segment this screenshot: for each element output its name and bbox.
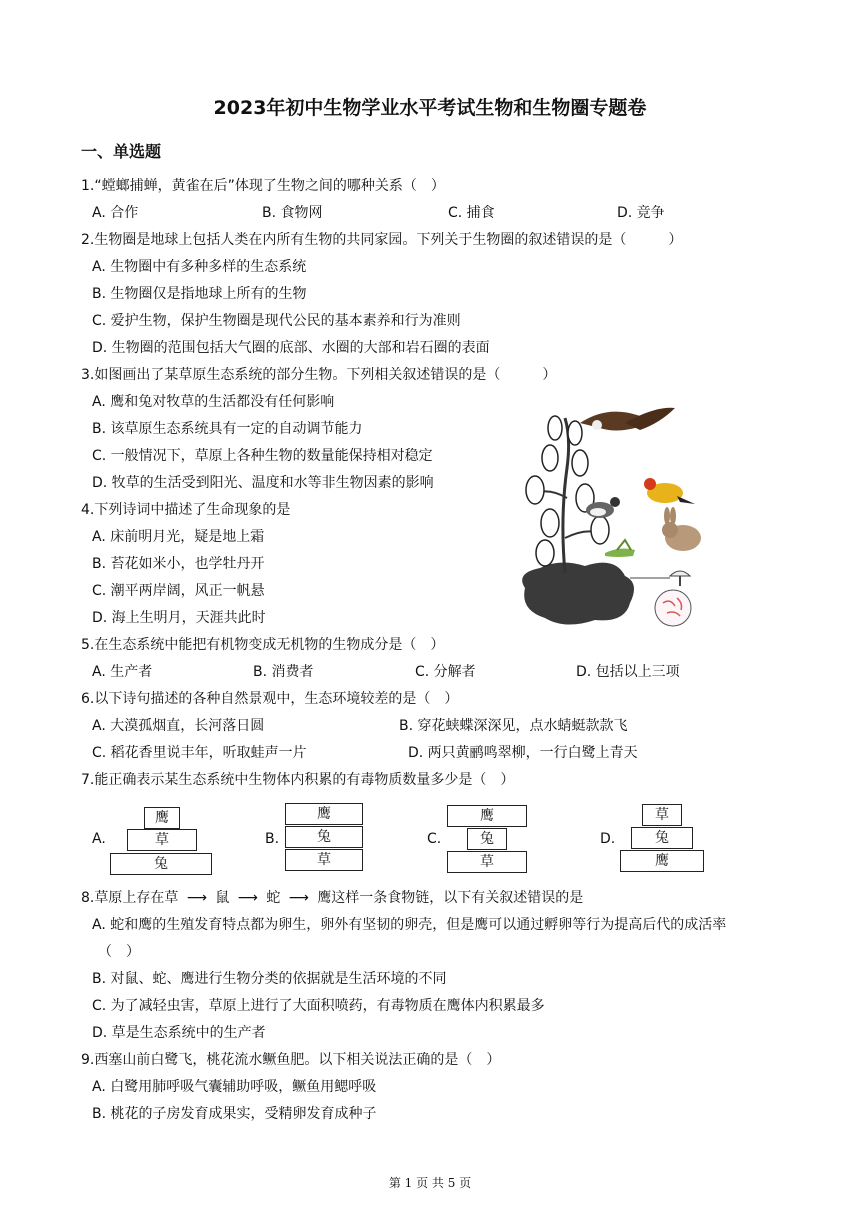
level-hawk: 鹰 bbox=[285, 803, 363, 825]
level-grass: 草 bbox=[285, 849, 363, 871]
arrow-icon: ⟶ bbox=[237, 890, 258, 906]
q3-option-c: C. 一般情况下，草原上各种生物的数量能保持相对稳定 bbox=[92, 448, 433, 464]
q5-option-b: B. 消费者 bbox=[253, 664, 314, 680]
q8-option-c: C. 为了减轻虫害，草原上进行了大面积喷药，有毒物质在鹰体内积累最多 bbox=[92, 998, 545, 1014]
q8-stem-start: 8.草原上存在草 bbox=[81, 890, 179, 906]
level-rabbit: 兔 bbox=[467, 828, 507, 850]
level-grass: 草 bbox=[447, 851, 527, 873]
q7-option-b-label: B. bbox=[265, 831, 280, 847]
q4-option-c: C. 潮平两岸阔，风正一帆悬 bbox=[92, 583, 265, 599]
microorganism-circle bbox=[655, 590, 691, 626]
soil-clump bbox=[522, 562, 634, 624]
level-hawk: 鹰 bbox=[620, 850, 704, 872]
q8-option-a: A. 蛇和鹰的生殖发育特点都为卵生，卵外有坚韧的卵壳，但是鹰可以通过孵卵等行为提高后代的成活率 bbox=[92, 917, 727, 933]
section-heading: 一、单选题 bbox=[81, 142, 162, 161]
level-grass: 草 bbox=[642, 804, 682, 826]
q6-option-d: D. 两只黄鹂鸣翠柳，一行白鹭上青天 bbox=[408, 745, 638, 761]
mushroom-figure bbox=[670, 571, 690, 576]
level-grass: 草 bbox=[127, 829, 197, 851]
q2-option-b: B. 生物圈仅是指地球上所有的生物 bbox=[92, 286, 307, 302]
q8-mouse: 鼠 bbox=[215, 890, 230, 906]
question-9-stem: 9.西塞山前白鹭飞，桃花流水鳜鱼肥。以下相关说法正确的是（ ） bbox=[81, 1052, 501, 1068]
question-6-stem: 6.以下诗句描述的各种自然景观中，生态环境较差的是（ ） bbox=[81, 691, 459, 707]
question-3-stem: 3.如图画出了某草原生态系统的部分生物。下列相关叙述错误的是（ ） bbox=[81, 367, 557, 383]
page-title: 2023年初中生物学业水平考试生物和生物圈专题卷 bbox=[213, 97, 647, 119]
q5-option-d: D. 包括以上三项 bbox=[576, 664, 680, 680]
q5-option-a: A. 生产者 bbox=[92, 664, 153, 680]
q2-option-d: D. 生物圈的范围包括大气圈的底部、水圈的大部和岩石圈的表面 bbox=[92, 340, 490, 356]
q4-option-b: B. 苔花如米小，也学牡丹开 bbox=[92, 556, 265, 572]
q1-option-d: D. 竞争 bbox=[617, 205, 665, 221]
q7-option-a-label: A. bbox=[92, 831, 106, 847]
level-rabbit: 兔 bbox=[285, 826, 363, 848]
q7-option-c-label: C. bbox=[427, 831, 442, 847]
q7-option-d-label: D. bbox=[600, 831, 616, 847]
q3-option-d: D. 牧草的生活受到阳光、温度和水等非生物因素的影响 bbox=[92, 475, 434, 491]
q8-option-b: B. 对鼠、蛇、鹰进行生物分类的依据就是生活环境的不同 bbox=[92, 971, 447, 987]
grassland-ecosystem-illustration bbox=[505, 398, 720, 643]
question-5-stem: 5.在生态系统中能把有机物变成无机物的生物成分是（ ） bbox=[81, 637, 445, 653]
q8-option-a-blank: （ ） bbox=[98, 944, 140, 960]
q4-option-a: A. 床前明月光，疑是地上霜 bbox=[92, 529, 265, 545]
q6-option-a: A. 大漠孤烟直，长河落日圆 bbox=[92, 718, 265, 734]
question-7-stem: 7.能正确表示某生态系统中生物体内积累的有毒物质数量多少是（ ） bbox=[81, 772, 515, 788]
level-hawk: 鹰 bbox=[144, 807, 180, 829]
q1-option-b: B. 食物网 bbox=[262, 205, 323, 221]
level-rabbit: 兔 bbox=[110, 853, 212, 875]
q3-option-a: A. 鹰和兔对牧草的生活都没有任何影响 bbox=[92, 394, 335, 410]
q4-option-d: D. 海上生明月，天涯共此时 bbox=[92, 610, 266, 626]
arrow-icon: ⟶ bbox=[288, 890, 309, 906]
q3-option-b: B. 该草原生态系统具有一定的自动调节能力 bbox=[92, 421, 363, 437]
question-4-stem: 4.下列诗词中描述了生命现象的是 bbox=[81, 502, 291, 518]
q6-option-c: C. 稻花香里说丰年，听取蛙声一片 bbox=[92, 745, 307, 761]
q1-option-c: C. 捕食 bbox=[448, 205, 495, 221]
q2-option-c: C. 爱护生物，保护生物圈是现代公民的基本素养和行为准则 bbox=[92, 313, 461, 329]
q9-option-b: B. 桃花的子房发育成果实，受精卵发育成种子 bbox=[92, 1106, 377, 1122]
arrow-icon: ⟶ bbox=[186, 890, 207, 906]
q8-snake: 蛇 bbox=[266, 890, 281, 906]
q8-stem-end: 鹰这样一条食物链，以下有关叙述错误的是 bbox=[317, 890, 584, 906]
q1-option-a: A. 合作 bbox=[92, 205, 139, 221]
q5-option-c: C. 分解者 bbox=[415, 664, 476, 680]
page-footer: 第 1 页 共 5 页 bbox=[388, 1176, 472, 1190]
q6-option-b: B. 穿花蛱蝶深深见，点水蜻蜓款款飞 bbox=[399, 718, 628, 734]
question-8-stem bbox=[81, 889, 583, 907]
question-1-stem: 1.“螳螂捕蝉，黄雀在后”体现了生物之间的哪种关系（ ） bbox=[81, 178, 445, 194]
level-hawk: 鹰 bbox=[447, 805, 527, 827]
q2-option-a: A. 生物圈中有多种多样的生态系统 bbox=[92, 259, 307, 275]
q9-option-a: A. 白鹭用肺呼吸气囊辅助呼吸，鳜鱼用鳃呼吸 bbox=[92, 1079, 377, 1095]
q8-option-d: D. 草是生态系统中的生产者 bbox=[92, 1025, 266, 1041]
level-rabbit: 兔 bbox=[631, 827, 693, 849]
question-2-stem: 2.生物圈是地球上包括人类在内所有生物的共同家园。下列关于生物圈的叙述错误的是（ ） bbox=[81, 232, 683, 248]
